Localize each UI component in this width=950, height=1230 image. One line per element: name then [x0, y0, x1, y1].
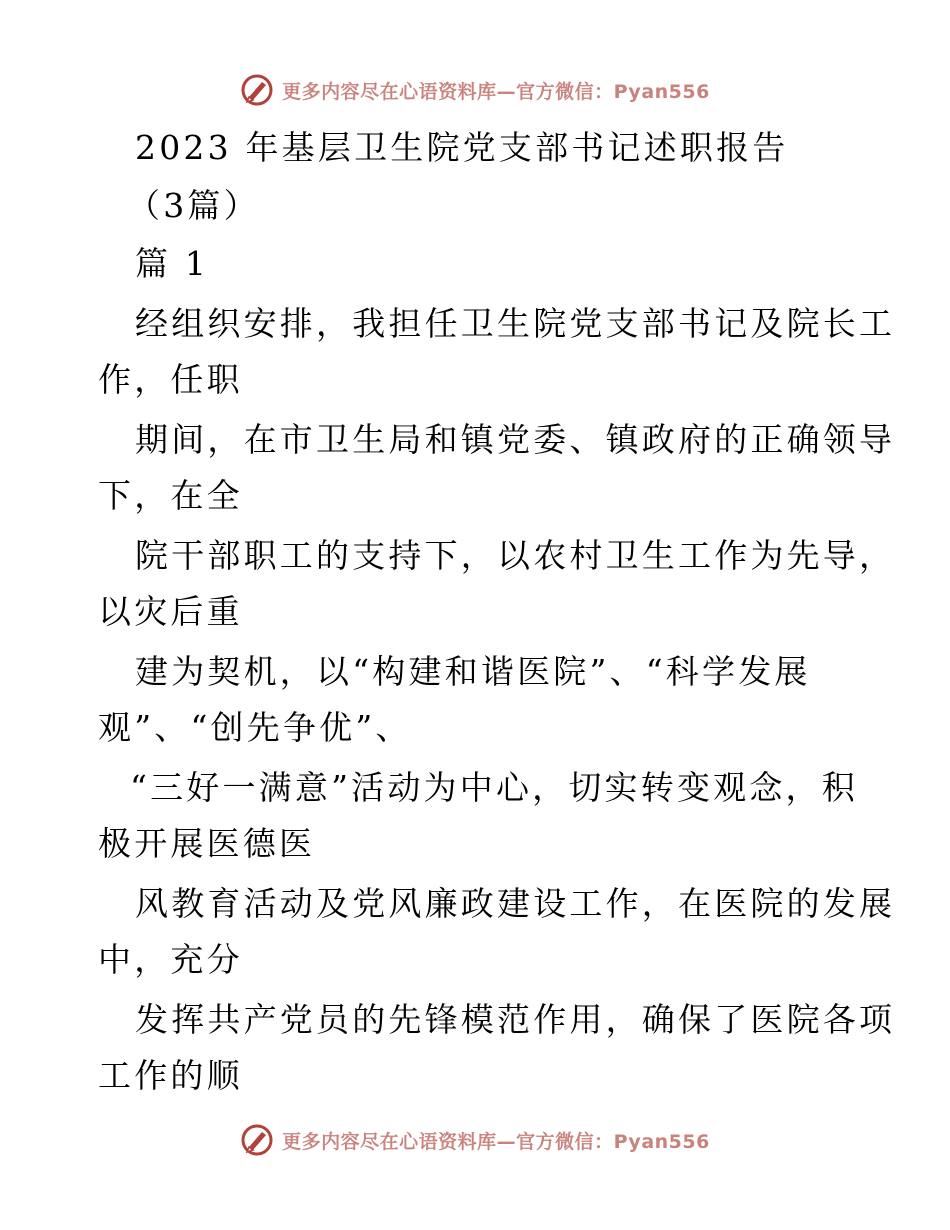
- footer-banner-text: 更多内容尽在心语资料库—官方微信：Pyan556: [282, 1130, 710, 1153]
- paragraph-line: 期间，在市卫生局和镇党委、镇政府的正确领导: [135, 420, 896, 459]
- document-subtitle: （3篇）: [127, 186, 260, 225]
- paragraph-line: 工作的顺: [98, 1056, 243, 1095]
- paragraph-line: 发挥共产党员的先锋模范作用，确保了医院各项: [135, 1000, 896, 1039]
- paragraph-line: 观”、“创先争优”、: [98, 708, 412, 747]
- paragraph-line: 作，任职: [98, 360, 243, 399]
- document-title: 2023 年基层卫生院党支部书记述职报告: [135, 128, 789, 167]
- footer-banner: [0, 1120, 950, 1160]
- paragraph-line: 下，在全: [98, 476, 243, 515]
- header-banner-text: 更多内容尽在心语资料库—官方微信：Pyan556: [282, 80, 710, 103]
- paragraph-line: 建为契机，以“构建和谐医院”、“科学发展: [135, 652, 811, 691]
- paragraph-line: 以灾后重: [98, 592, 243, 631]
- paragraph-line: 院干部职工的支持下，以农村卫生工作为先导，: [135, 536, 896, 575]
- paragraph-line: 经组织安排，我担任卫生院党支部书记及院长工: [135, 304, 896, 343]
- paragraph-line: “三好一满意”活动为中心，切实转变观念，积: [130, 768, 858, 807]
- paragraph-line: 中，充分: [98, 940, 243, 979]
- paragraph-line: 极开展医德医: [98, 824, 316, 863]
- pen-circle-logo-icon: [240, 1123, 274, 1157]
- paragraph-line: 风教育活动及党风廉政建设工作，在医院的发展: [135, 884, 896, 923]
- section-heading: 篇 1: [135, 244, 210, 283]
